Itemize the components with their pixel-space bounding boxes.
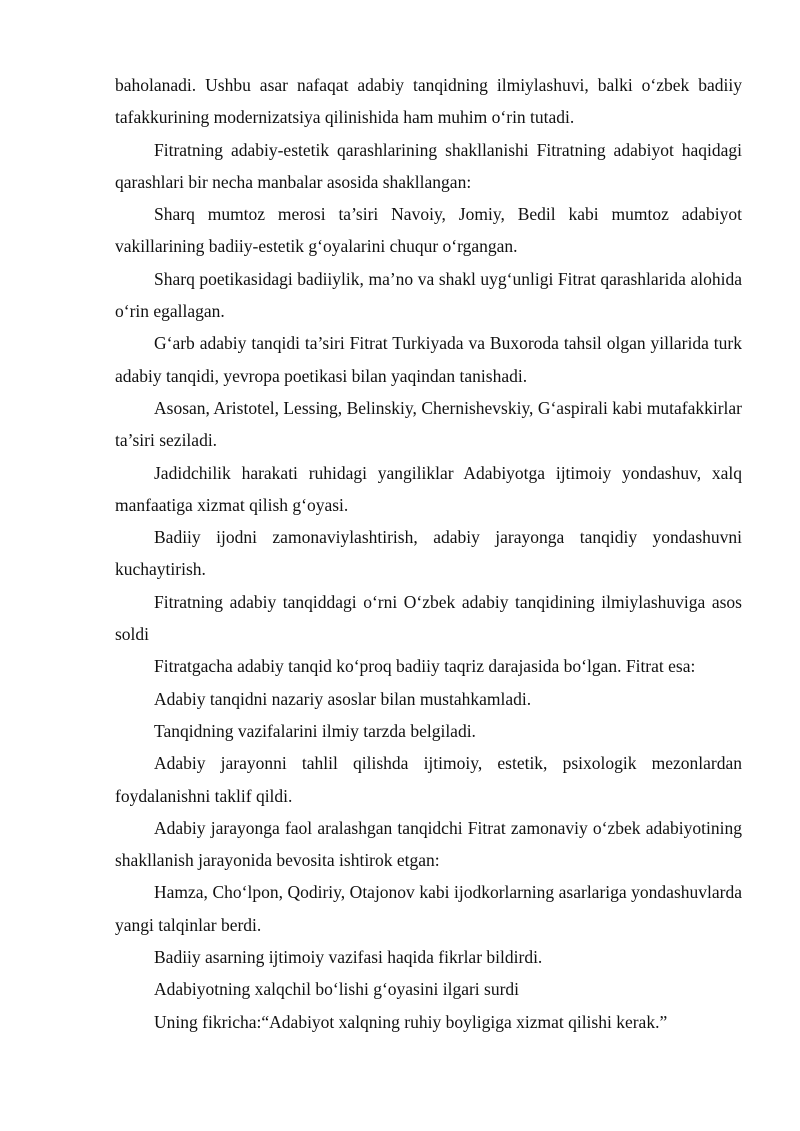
paragraph: Adabiyotning xalqchil bo‘lishi g‘oyasini ilgari surdi <box>154 979 520 1000</box>
paragraph: Tanqidning vazifalarini ilmiy tarzda belgiladi. <box>154 720 476 741</box>
paragraph: Fitratgacha adabiy tanqid ko‘proq badiiy taqriz darajasida bo‘lgan. Fitrat esa: <box>154 656 696 677</box>
paragraph: Adabiy tanqidni nazariy asoslar bilan mustahkamladi. <box>154 688 532 709</box>
paragraph: Asosan, Aristotel, Lessing, Belinskiy, Chernishevskiy, G‘aspirali kabi mutafakkirlar ta’siri seziladi. <box>115 397 742 451</box>
paragraph: G‘arb adabiy tanqidi ta’siri Fitrat Turkiyada va Buxoroda tahsil olgan yillarida turk adabiy tanqidi, yevropa poetikasi bilan yaqindan tanishadi. <box>115 333 742 386</box>
paragraph: Hamza, Cho‘lpon, Qodiriy, Otajonov kabi ijodkorlarning asarlariga yondashuvlarda yangi talqinlar berdi. <box>115 882 742 935</box>
paragraph: Uning fikricha:“Adabiyot xalqning ruhiy boyligiga xizmat qilishi kerak.” <box>154 1011 668 1032</box>
paragraph: Sharq mumtoz merosi ta’siri Navoiy, Jomiy, Bedil kabi mumtoz adabiyot vakillarining badiiy-estetik g‘oyalarini chuqur o‘rgangan. <box>115 204 742 257</box>
document-page <box>115 69 742 1038</box>
paragraph: Fitratning adabiy-estetik qarashlarining shakllanishi Fitratning adabiyot haqidagi qarashlari bir necha manbalar asosida shakllangan: <box>115 139 742 192</box>
paragraph: Adabiy jarayonga faol aralashgan tanqidchi Fitrat zamonaviy o‘zbek adabiyotining shakllanish jarayonida bevosita ishtirok etgan: <box>115 817 742 871</box>
paragraph: baholanadi. Ushbu asar nafaqat adabiy tanqidning ilmiylashuvi, balki o‘zbek badiiy tafakkurining modernizatsiya qilinishida ham muhim o‘rin tutadi. <box>115 75 742 128</box>
paragraph: Badiiy asarning ijtimoiy vazifasi haqida fikrlar bildirdi. <box>154 947 543 968</box>
paragraph: Adabiy jarayonni tahlil qilishda ijtimoiy, estetik, psixologik mezonlardan foydalanishni taklif qildi. <box>115 753 742 806</box>
paragraph: Sharq poetikasidagi badiiylik, ma’no va shakl uyg‘unligi Fitrat qarashlarida alohida o‘rin egallagan. <box>115 268 742 322</box>
paragraph: Fitratning adabiy tanqiddagi o‘rni O‘zbek adabiy tanqidining ilmiylashuviga asos soldi <box>115 591 742 645</box>
paragraph: Jadidchilik harakati ruhidagi yangiliklar Adabiyotga ijtimoiy yondashuv, xalq manfaatiga xizmat qilish g‘oyasi. <box>115 462 742 515</box>
paragraph: Badiiy ijodni zamonaviylashtirish, adabiy jarayonga tanqidiy yondashuvni kuchaytirish. <box>115 527 742 580</box>
